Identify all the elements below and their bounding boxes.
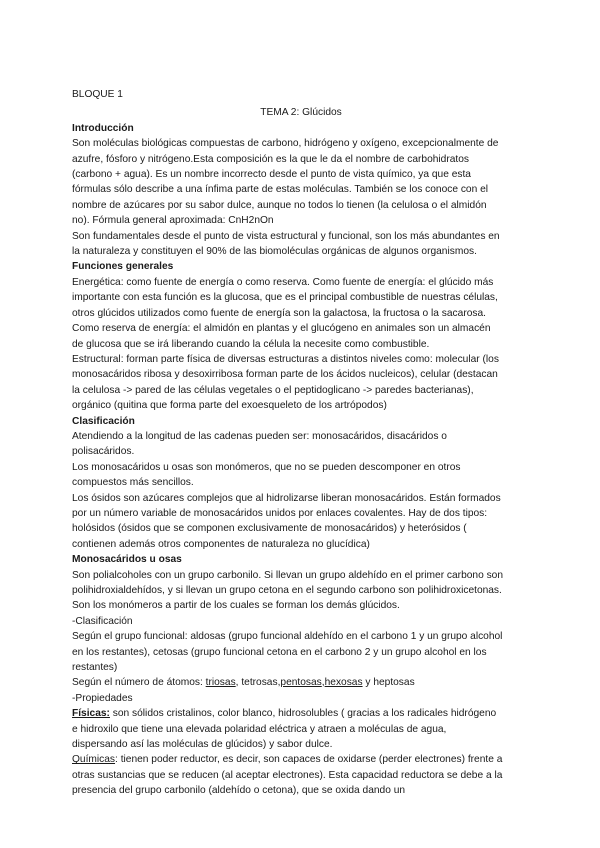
atoms-pentosas: pentosas <box>280 677 322 689</box>
physical-text: son sólidos cristalinos, color blanco, hidrosolubles ( gracias a los radicales hidrógeno e hidroxilo que tiene una elevada polaridad eléctrica y atraen a moléculas de agua, dispersando así las moléculas de glúcidos) y sabor dulce. <box>72 708 497 751</box>
classification-paragraph-3: Los ósidos son azúcares complejos que al hidrolizarse liberan monosacáridos. Están formados por un número variable de monosacáridos unidos por enlaces covalentes. Hay de dos tipos: holósidos (ósidos que se componen exclusivamente de monosacáridos) y heterósidos ( contienen además otros componentes de naturaleza no glucídica) <box>72 492 501 550</box>
heading-clasificacion: Clasificación <box>72 415 135 427</box>
document-page <box>72 87 504 799</box>
functions-energetic-paragraph: Energética: como fuente de energía o como reserva. Como fuente de energía: el glúcido más importante con esta función es la glucosa, que es el principal combustible de nuestras células, otros glúcidos utilizados como fuente de energía son la galactosa, la fructosa o la sacarosa. Como reserva de energía: el almidón en plantas y el glucógeno en animales son un almacén de glucosa que se irá liberando cuando la célula la necesite como combustible. <box>72 276 498 350</box>
intro-paragraph-1: Son moléculas biológicas compuestas de carbono, hidrógeno y oxígeno, excepcionalmente de azufre, fósforo y nitrógeno.Esta composición es la que le da el nombre de carbohidratos (carbono + agua). Es un nombre incorrecto desde el punto de vista químico, ya que esta fórmulas sólo describe a una ínfima parte de estas moléculas. También se los conoce con el nombre de azúcares por su sabor dulce, aunque no todos lo tienen (la celulosa o el almidón no). Fórmula general aproximada: CnH2nOn <box>72 138 499 227</box>
subheading-clasificacion: -Clasificación <box>72 615 133 627</box>
heading-monosacaridos: Monosacáridos u osas <box>72 554 182 566</box>
heading-introduccion: Introducción <box>72 122 134 134</box>
atoms-hexosas: hexosas <box>324 677 363 689</box>
functions-structural-paragraph: Estructural: forman parte física de diversas estructuras a distintos niveles como: molecular (los monosacáridos ribosa y desoxirribosa forman parte de los ácidos nucleicos), celular (destacan la celulosa -> pared de las células vegetales o el peptidoglicano -> paredes bacterianas), orgánico (quitina que forma parte del exoesqueleto de los artrópodos) <box>72 353 499 412</box>
classification-paragraph-1: Atendiendo a la longitud de las cadenas pueden ser: monosacáridos, disacáridos o polisacáridos. <box>72 430 447 458</box>
physical-label: Físicas: <box>72 708 110 720</box>
heading-funciones-generales: Funciones generales <box>72 261 174 273</box>
monosaccharides-atoms-line <box>72 675 504 690</box>
chemical-properties-paragraph <box>72 752 504 798</box>
atoms-separator-1: , tetrosas, <box>235 677 281 689</box>
physical-properties-paragraph <box>72 706 504 752</box>
intro-paragraph-2: Son fundamentales desde el punto de vista estructural y funcional, son los más abundantes en la naturaleza y constituyen el 90% de las biomoléculas orgánicas de algunos organismos. <box>72 230 500 258</box>
atoms-suffix: y heptosas <box>362 677 415 689</box>
subheading-propiedades: -Propiedades <box>72 692 133 704</box>
atoms-prefix: Según el número de átomos: <box>72 677 206 689</box>
topic-title: TEMA 2: Glúcidos <box>260 107 342 119</box>
chemical-text: : tienen poder reductor, es decir, son capaces de oxidarse (perder electrones) frente a otras sustancias que se reducen (al aceptar electrones). Esta capacidad reductora se debe a la presencia del grupo carbonilo (aldehído o cetona), que se oxida dando un <box>72 754 503 797</box>
atoms-separator-2: , <box>321 677 325 689</box>
atoms-triosas: triosas <box>205 677 236 689</box>
classification-paragraph-2: Los monosacáridos u osas son monómeros, que no se pueden descomponer en otros compuestos más sencillos. <box>72 461 461 489</box>
monosaccharides-functional-group-paragraph: Según el grupo funcional: aldosas (grupo funcional aldehído en el carbono 1 y un grupo alcohol en los restantes), cetosas (grupo funcional cetona en el carbono 2 y un grupo alcohol en los restantes) <box>72 631 503 674</box>
chemical-label: Químicas <box>72 754 116 766</box>
block-label: BLOQUE 1 <box>72 89 123 100</box>
monosaccharides-paragraph-1: Son polialcoholes con un grupo carbonilo. Si llevan un grupo aldehído en el primer carbono son polihidroxialdehídos, y si llevan un grupo cetona en el segundo carbono son polihidroxicetonas. Son los monómeros a partir de los cuales se forman los demás glúcidos. <box>72 569 503 612</box>
